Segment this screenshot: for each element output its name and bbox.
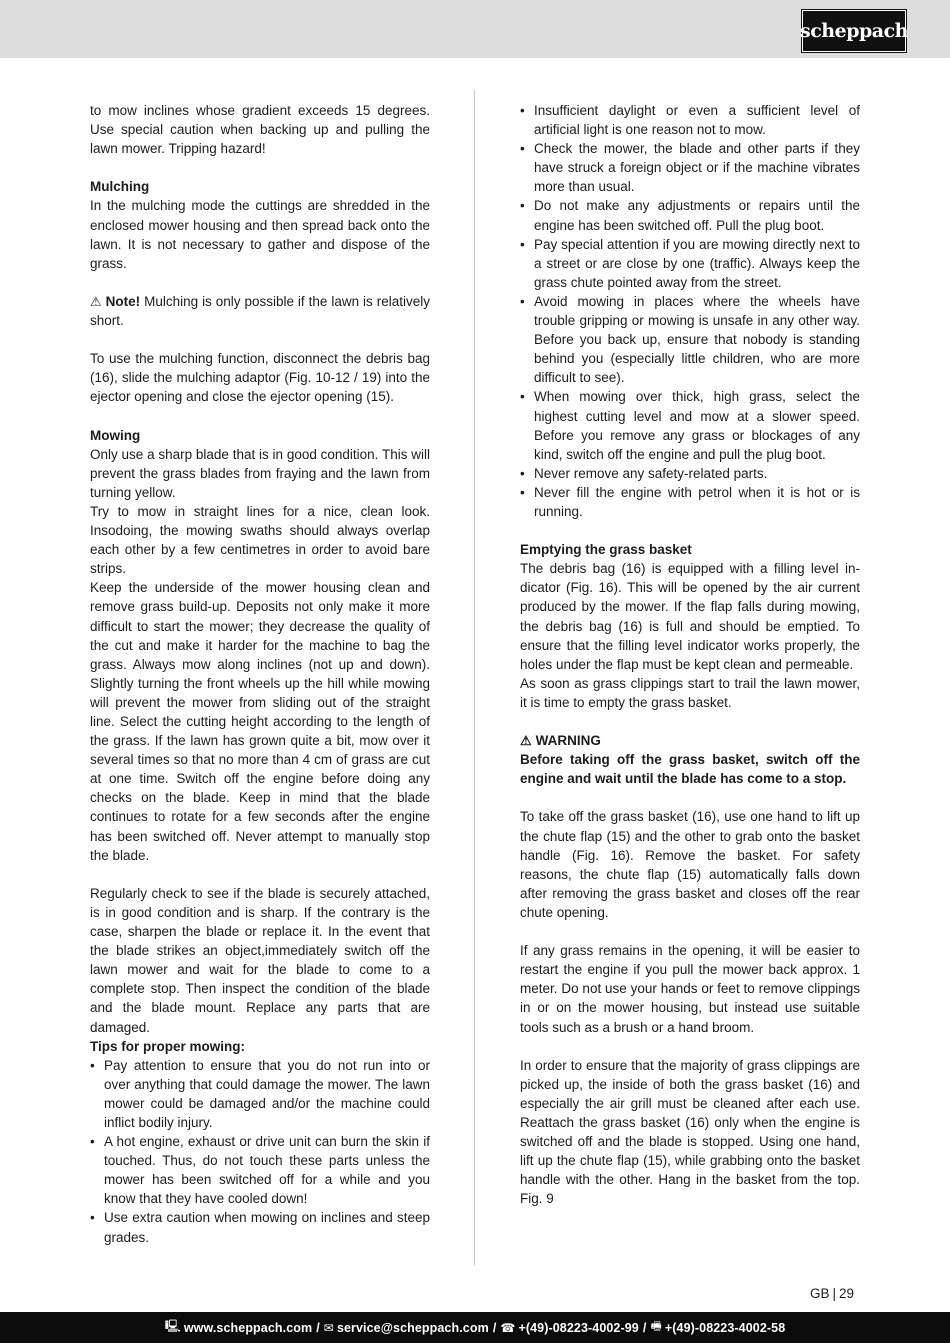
emptying-paragraph-2: As soon as grass clippings start to trail the lawn mower, it is time to empty the grass basket. [520, 675, 860, 710]
list-item: • Insufficient daylight or even a sufficient level of artificial light is one reason not to mow. [520, 101, 860, 139]
page-lang: GB [810, 1286, 830, 1301]
list-item: • Pay special attention if you are mowing directly next to a street or are close by one (traffic). Always keep the grass chute pointed away from the street. [520, 235, 860, 292]
warning-heading [520, 731, 860, 750]
note-paragraph [90, 292, 430, 330]
header-bar [0, 0, 950, 58]
list-item: • Use extra caution when mowing on inclines and steep grades. [90, 1208, 430, 1246]
list-item: • When mowing over thick, high grass, select the highest cutting level and mow at a slower speed. Before you remove any grass or blockages of any kind, switch off the engine and pull the plug boot. [520, 387, 860, 463]
list-item: • Do not make any adjustments or repairs until the engine has been switched off. Pull the plug boot. [520, 196, 860, 234]
footer-web[interactable]: www.scheppach.com [183, 1320, 313, 1335]
take-off-paragraph: To take off the grass basket (16), use one hand to lift up the chute flap (15) and the other to grab onto the basket handle (Fig. 16). Remove the basket. For safety reasons, the chute flap (15) automatically falls down after removing the grass basket and closes off the rear chute opening. [520, 809, 860, 920]
mowing-paragraph-1: Only use a sharp blade that is in good condition. This will prevent the grass blades from fraying and the lawn from turning yellow. [90, 446, 430, 500]
column-divider [474, 90, 475, 1265]
page-number [810, 1286, 854, 1301]
list-item: • Check the mower, the blade and other parts if they have struck a foreign object or if the machine vibrates more than usual. [520, 139, 860, 196]
tips-list [90, 1056, 430, 1247]
mowing-heading: Mowing [90, 427, 141, 443]
intro-paragraph: to mow inclines whose gradient exceeds 15 degrees. Use special caution when backing up and pulling the lawn mower. Tripping hazard! [90, 103, 430, 157]
page-separator: | [832, 1286, 837, 1301]
footer-phone: +(49)-08223-4002-99 [518, 1320, 639, 1335]
tips-heading: Tips for proper mowing: [90, 1038, 245, 1054]
grass-remains-paragraph: If any grass remains in the opening, it will be easier to restart the engine if you pull the mower back approx. 1 meter. Do not use your hands or feet to remove clippings in or on the mower housing, but instead use suitable tools such as a brush or a hand broom. [520, 943, 860, 1035]
warning-triangle-icon: ⚠ [90, 293, 102, 309]
logo-text: scheppach [800, 20, 908, 42]
warning-label: WARNING [535, 733, 601, 749]
fax-icon: 🖷 [650, 1319, 662, 1333]
note-text: Mulching is only possible if the lawn is relatively short. [90, 293, 430, 329]
email-icon: ✉ [323, 1320, 334, 1335]
emptying-heading: Emptying the grass basket [520, 542, 692, 558]
phone-icon: ☎ [500, 1320, 516, 1335]
mulching-paragraph: In the mulching mode the cuttings are shredded in the enclosed mower housing and then spread back onto the lawn. It is not necessary to gather and dispose of the grass. [90, 198, 430, 271]
list-item: • Avoid mowing in places where the wheels have trouble gripping or mowing is unsafe in any other way. Before you back up, ensure that nobody is standing behind you (especially little children, who are more difficult to see). [520, 292, 860, 387]
footer-email[interactable]: service@scheppach.com [336, 1320, 489, 1335]
left-column [90, 101, 430, 1247]
mowing-paragraph-3: Keep the underside of the mower housing clean and remove grass build-up. Deposits not only make it more difficult to start the mower; they decrease the quality of the cut and make it harder for the machine to bag the grass. Always mow along inclines (not up and down). Slightly turning the front wheels up the hill while mowing will prevent the mower from sliding out of the straight line. Select the cutting height according to the length of the grass. If the lawn has grown quite a bit, mow over it several times so that no more than 4 cm of grass are cut at one time. Switch off the engine before doing any checks on the blade. Keep in mind that the blade continues to rotate for a few seconds after the engine has been switched off. Never attempt to manually stop the blade. [90, 580, 430, 863]
scheppach-logo [802, 10, 906, 52]
safety-list [520, 101, 860, 521]
right-column [520, 101, 860, 1208]
mowing-paragraph-2: Try to mow in straight lines for a nice, clean look. Insodoing, the mowing swaths should always overlap each other by a few centimetres in order to avoid bare strips. [90, 503, 430, 577]
computer-icon: 🖳 [164, 1319, 181, 1333]
note-label: Note! [105, 293, 141, 309]
list-item: • A hot engine, exhaust or drive unit can burn the skin if touched. Thus, do not touch these parts unless the mower has been switched off for a while and you know that they have cooled down! [90, 1132, 430, 1208]
warning-text: Before taking off the grass basket, switch off the engine and wait until the blade has come to a stop. [520, 752, 860, 787]
list-item: • Pay attention to ensure that you do not run into or over anything that could damage the mower. The lawn mower could be damaged and/or the machine could inflict bodily injury. [90, 1056, 430, 1132]
cleaning-paragraph: In order to ensure that the majority of grass clippings are picked up, the inside of both the grass basket (16) and especially the air grill must be cleaned after each use. Reattach the grass basket (16) only when the engine is switched off and the blade is stopped. Using one hand, lift up the chute flap (15), while grabbing onto the basket handle with the other. Hang in the basket from the top. Fig. 9 [520, 1057, 860, 1207]
list-item: • Never fill the engine with petrol when it is hot or is running. [520, 483, 860, 521]
list-item: • Never remove any safety-related parts. [520, 464, 860, 483]
page-num: 29 [839, 1286, 855, 1301]
mulching-heading: Mulching [90, 179, 150, 195]
footer-fax: +(49)-08223-4002-58 [664, 1320, 786, 1335]
blade-check-paragraph: Regularly check to see if the blade is securely attached, is in good condition and is sharp. If the contrary is the case, sharpen the blade or replace it. In the event that the blade strikes an object,immediately switch off the lawn mower and wait for the blade to come to a complete stop. Then inspect the condition of the blade and the blade mount. Replace any parts that are damaged. [90, 885, 430, 1035]
emptying-paragraph-1: The debris bag (16) is equipped with a filling level indicator (Fig. 16). This will be opened by the air current produced by the mower. If the flap falls during mowing, the debris bag (16) is full and should be emptied. To ensure that the filling level indicator works properly, the holes under the flap must be kept clean and permeable. [520, 561, 860, 672]
mulching-use-paragraph: To use the mulching function, disconnect the debris bag (16), slide the mulching adaptor (Fig. 10-12 / 19) into the ejector opening and close the ejector opening (15). [90, 351, 430, 405]
footer-bar: 🖳 www.scheppach.com / ✉ service@scheppach.com / ☎ +(49)-08223-4002-99 / 🖷 +(49)-08223-4002-58 [0, 1312, 950, 1343]
warning-triangle-icon: ⚠ [520, 733, 532, 749]
